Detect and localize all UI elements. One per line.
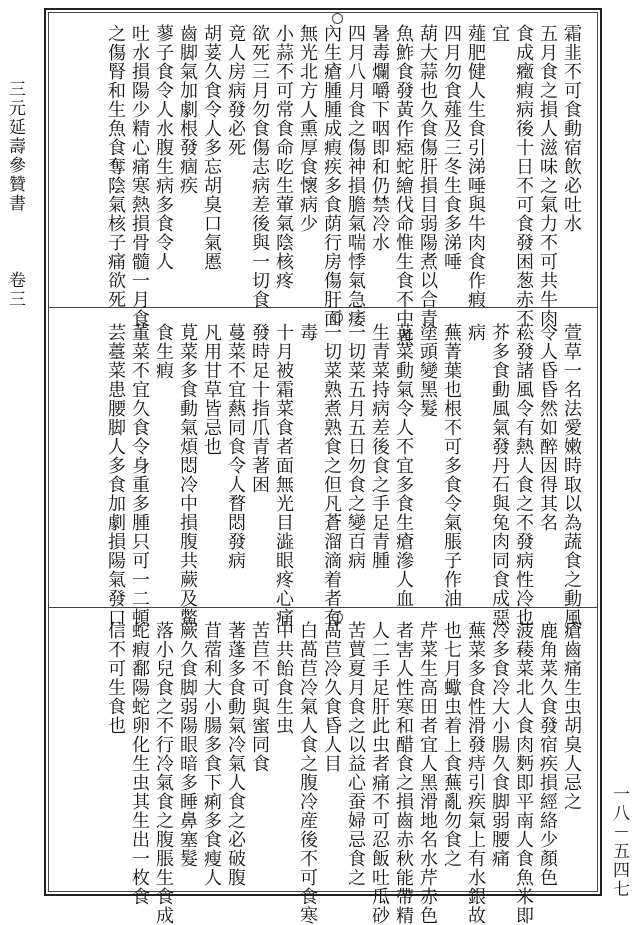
text-column: 芹菜生高田者宜人黑滑地名水芹赤色 (417, 621, 438, 925)
book-title: 三元延壽參贊書 (5, 80, 25, 213)
text-column: 信不可生食也 (105, 621, 126, 735)
text-column: 菘發諸風令有熱人食之不發病性冷也 (513, 323, 534, 627)
volume-label: 卷三 (5, 271, 25, 309)
text-column: 菠薐菜北人食肉麪即平南人食魚米即 (513, 621, 534, 925)
text-column: 芥多食動風氣發丹石與兔肉同食成惡 (489, 323, 510, 627)
text-column: 宜 (489, 24, 510, 43)
top-section (52, 14, 594, 347)
text-column: 萵苣冷久食昏人目 (321, 621, 342, 773)
text-column: 苋菜動氣令人不宜多食生瘡滲人血 (393, 323, 414, 608)
text-column: 塗頭變黑髮 (417, 323, 438, 418)
text-column: 莧菜多食動氣煩悶冷中損腹共蕨及鱉 (177, 323, 198, 627)
text-column: 吐水損陽少精心痛寒熱損骨髓一月食 (129, 24, 150, 328)
text-column: 芸薹菜患腰脚人多食加劇損陽氣發口 (105, 323, 126, 627)
bottom-section (52, 613, 594, 925)
text-column: 薤肥健人生食引涕唾與牛肉食作瘕 (465, 24, 486, 309)
text-column: 苦苣不可與蜜同食 (249, 621, 270, 773)
text-column: 四月勿食薤及三冬生食多涕唾 (441, 24, 462, 271)
text-column: 蔓菜不宜爇同食令人瞀悶發病 (225, 323, 246, 570)
text-column: 令人昏昏然如醉因得其名 (537, 323, 558, 532)
text-column: 蕪菜多食性滑發痔引疾氣上有水銀故 (465, 621, 486, 925)
text-column: 內生瘡腫腫成瘕疾多食荫行房傷肝面 (321, 24, 342, 328)
text-column: 蕪菁葉也根不可多食令氣脹子作油 (441, 323, 462, 608)
text-column: 落小兒食之不行冷氣食之腹脹生食成 (153, 621, 174, 925)
middle-section (52, 313, 594, 627)
text-column: 冷多食冷大小腸久食脚弱腰痛 (489, 621, 510, 868)
text-column: 苦蕒夏月食之以益心蚕婦忌食之 (345, 621, 366, 887)
text-column: 無光北方人熏厚食懷病少 (297, 24, 318, 233)
text-column: 葫大蒜也久食傷肝損目弱陽煮以合青 (417, 24, 438, 328)
text-column: 一切菜五月五日勿食之變百病 (345, 323, 366, 570)
text-column: 食生瘕 (153, 323, 174, 380)
text-column: 竟人房病發必死 (225, 24, 246, 157)
text-column: 凡用甘草皆忌也 (201, 323, 222, 456)
text-column: 一切菜熟煮熟食之但凡蒼溜滴着者有 (321, 323, 342, 627)
text-column: 胡荽久食令人多忘胡臭口氣慝 (201, 24, 222, 271)
text-column: 病 (465, 323, 486, 342)
text-column: 也七月蠍虫着上食蕪亂勿食之 (441, 621, 462, 868)
text-column: 魚鮓食發黃作瘂蛇繪伐命惟生食不中煮 (393, 24, 414, 347)
text-column: 著蓬多食動氣冷氣人食之必破腹 (225, 621, 246, 887)
book-title-margin (6, 80, 23, 309)
text-column: 齒脚氣加劇根發痼疾 (177, 24, 198, 195)
text-column: 五月食之損人滋味之氣力不可共牛肉 (537, 24, 558, 328)
text-column: 白萵苣冷氣人食之腹冷産後不可食寒 (297, 621, 318, 925)
text-column: 發時足十指爪青著困 (249, 323, 270, 494)
text-column: 苜蓿利大小腸多食下痢多食瘦人 (201, 621, 222, 887)
text-column: 食成癥瘕病後十日不可食發困葱赤不 (513, 24, 534, 328)
text-column: 蛇瘕鄱陽蛇卵化生虫其生出一枚食 (129, 621, 150, 906)
text-column: 四月八月食之傷神損膽氣喘悸氣急痿 (345, 24, 366, 328)
text-column: 鹿角菜久食發宿疾損經絡少顏色 (537, 621, 558, 887)
page-number: 一八－五四七 (609, 785, 629, 899)
text-column: 中共飴食生虫 (273, 621, 294, 735)
text-column: 萱草一名法愛嫩時取以為蔬食之動風 (561, 323, 582, 627)
text-column: 暑毒爛嚼下咽即和仍禁冷水 (369, 24, 390, 252)
text-column: 生青菜持病差後食之手足青腫 (369, 323, 390, 570)
text-column: 董菜不宜久食令身重多腫只可一二頓 (129, 323, 150, 627)
text-column: 人二手足肝此虫者痛不可忍飯吐瓜砂 (369, 621, 390, 925)
text-column: 毒 (297, 323, 318, 342)
text-column: 欲死三月勿食傷志病差後與一切食 (249, 24, 270, 309)
text-column: 瘡齒痛生虫胡臭人忌之 (561, 621, 582, 811)
text-column: 霜韭不可食動宿飲必吐水 (561, 24, 582, 233)
text-column: 之傷腎和生魚食奪陰氣核子痛欲死 (105, 24, 126, 309)
text-column: 蕨久食脚弱陽眼暗多睡鼻塞髮 (177, 621, 198, 868)
text-column: 小蒜不可常食命吃生葷氣陰核疼 (273, 24, 294, 290)
text-column: 者害人性寒和醋食之損齒赤秋能帶精 (393, 621, 414, 925)
text-column: 十月被霜菜食者面無光目澁眼疼心痛 (273, 323, 294, 627)
text-column: 蓼子食令人水腹生病多食令人 (153, 24, 174, 271)
